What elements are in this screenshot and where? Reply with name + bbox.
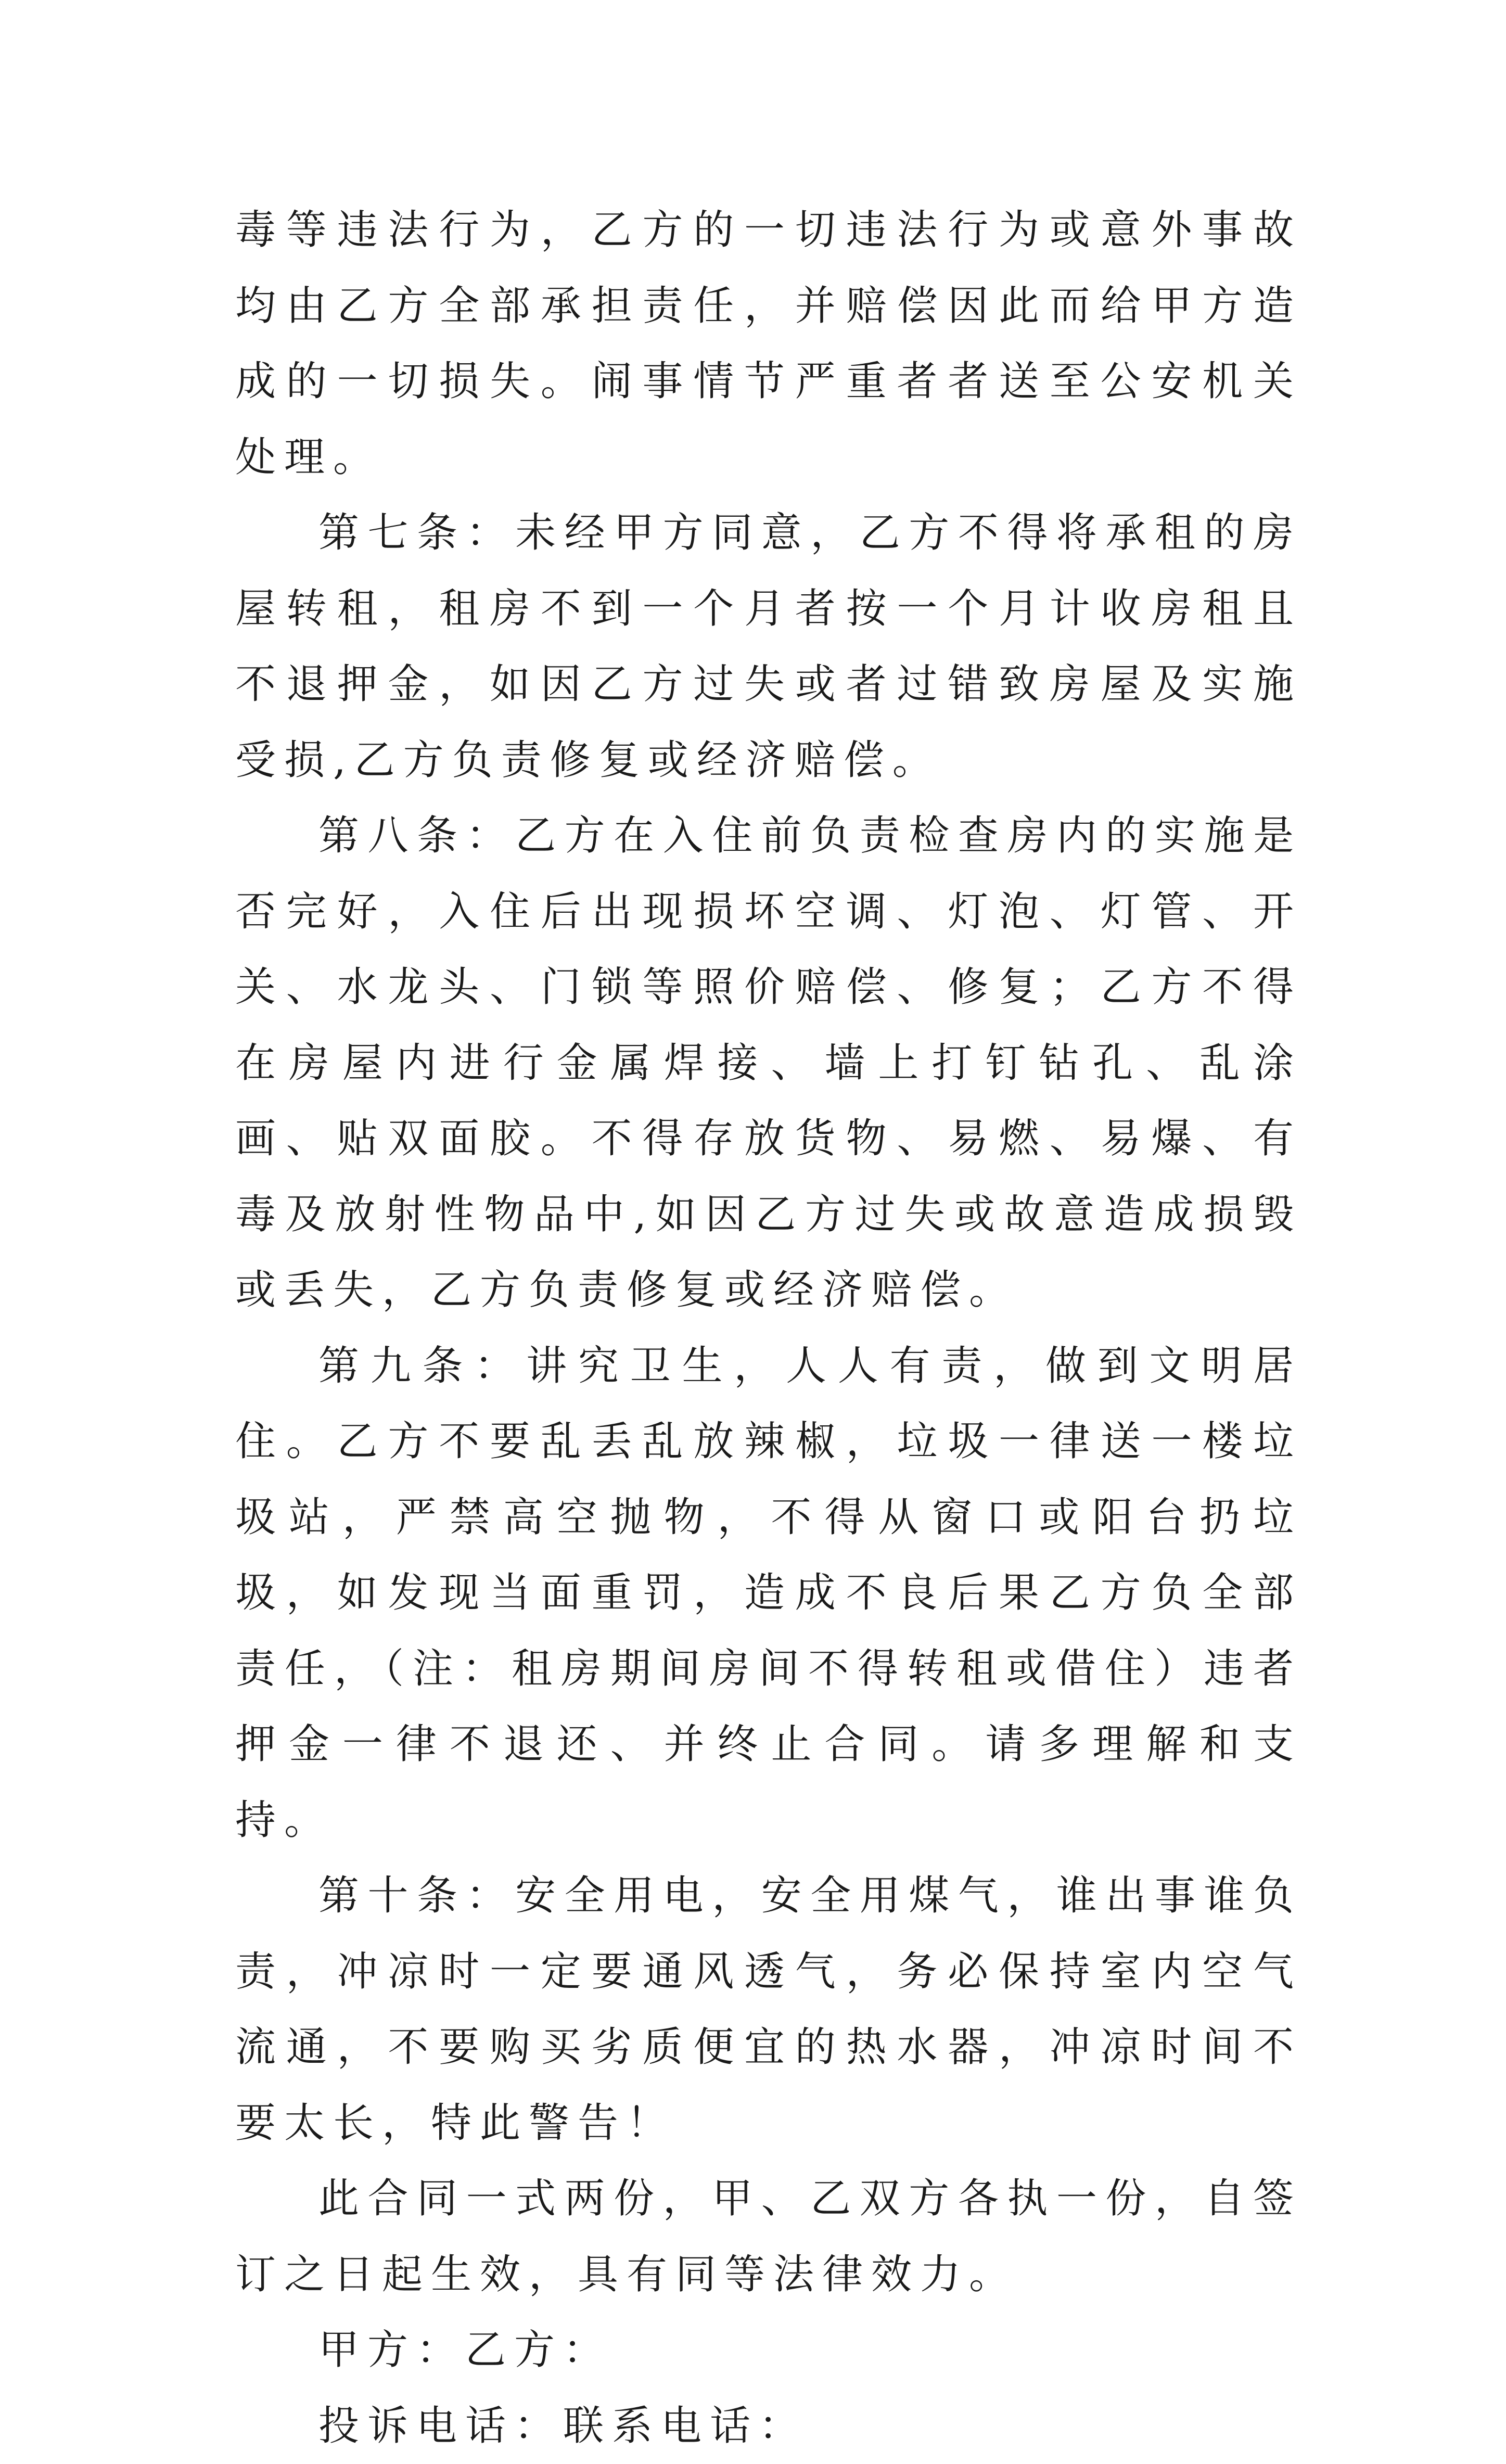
contact-line-phones: 投诉电话：联系电话： [235,2389,1302,2464]
paragraph-article-8: 第八条：乙方在入住前负责检查房内的实施是否完好，入住后出现损坏空调、灯泡、灯管、开关、水龙头、门锁等照价赔偿、修复；乙方不得在房屋内进行金属焊接、墙上打钉钻孔、乱涂画、贴双面胶。不得存放货物、易燃、易爆、有毒及放射性物品中,如因乙方过失或故意造成损毁或丢失，乙方负责修复或经济赔偿。 [235,798,1302,1329]
paragraph-article-9: 第九条：讲究卫生，人人有责，做到文明居住。乙方不要乱丢乱放辣椒，垃圾一律送一楼垃圾站，严禁高空抛物，不得从窗口或阳台扔垃圾，如发现当面重罚，造成不良后果乙方负全部责任，（注：租房期间房间不得转租或借住）违者押金一律不退还、并终止合同。请多理解和支持。 [235,1329,1302,1859]
paragraph-continuation-article-6: 毒等违法行为，乙方的一切违法行为或意外事故均由乙方全部承担责任，并赔偿因此而给甲方造成的一切损失。闹事情节严重者者送至公安机关处理。 [235,193,1302,495]
paragraph-article-10: 第十条：安全用电，安全用煤气，谁出事谁负责，冲凉时一定要通风透气，务必保持室内空气流通，不要购买劣质便宜的热水器，冲凉时间不要太长，特此警告！ [235,1858,1302,2161]
paragraph-article-7: 第七条：未经甲方同意，乙方不得将承租的房屋转租，租房不到一个月者按一个月计收房租且不退押金，如因乙方过失或者过错致房屋及实施受损,乙方负责修复或经济赔偿。 [235,495,1302,798]
paragraph-contract-copies: 此合同一式两份，甲、乙双方各执一份，自签订之日起生效，具有同等法律效力。 [235,2161,1302,2313]
signature-line-parties: 甲方：乙方： [235,2313,1302,2389]
document-body [235,193,1302,2464]
